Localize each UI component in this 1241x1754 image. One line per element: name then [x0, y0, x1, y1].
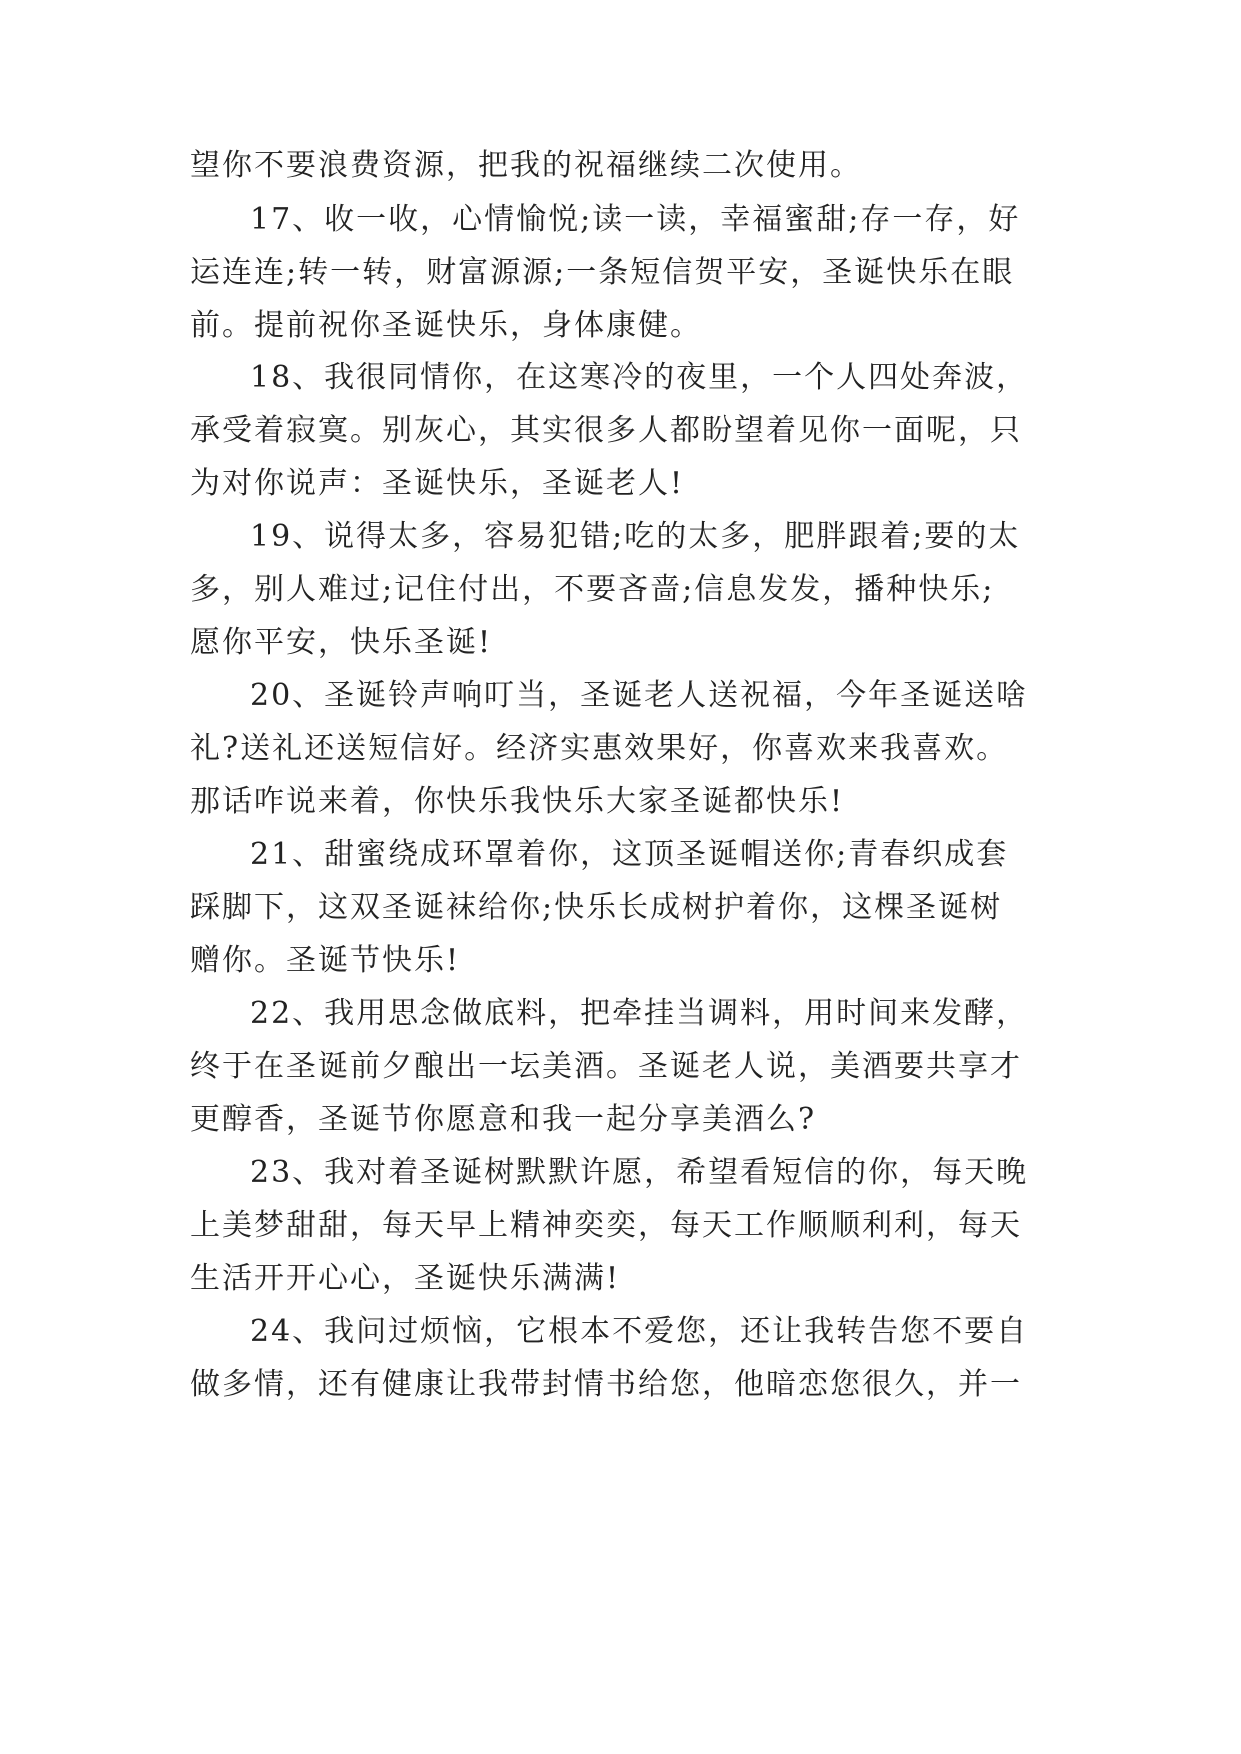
paragraph-21-line: 21、甜蜜绕成环罩着你，这顶圣诞帽送你;青春织成套: [250, 837, 1009, 872]
text-line: 承受着寂寞。别灰心，其实很多人都盼望着见你一面呢，只: [190, 413, 1022, 448]
paragraph-23-line: 23、我对着圣诞树默默许愿，希望看短信的你，每天晚: [250, 1155, 1029, 1190]
paragraph-22-line: 22、我用思念做底料，把牵挂当调料，用时间来发酵，: [250, 996, 1029, 1031]
text-line: 望你不要浪费资源，把我的祝福继续二次使用。: [190, 148, 862, 183]
paragraph-18-line: 18、我很同情你，在这寒冷的夜里，一个人四处奔波，: [250, 360, 1029, 395]
text-line: 运连连;转一转，财富源源;一条短信贺平安，圣诞快乐在眼: [190, 255, 1015, 290]
text-line: 为对你说声：圣诞快乐，圣诞老人!: [190, 466, 685, 501]
text-line: 上美梦甜甜，每天早上精神奕奕，每天工作顺顺利利，每天: [190, 1208, 1022, 1243]
text-line: 多，别人难过;记住付出，不要吝啬;信息发发，播种快乐;: [190, 572, 995, 607]
paragraph-17-line: 17、收一收，心情愉悦;读一读，幸福蜜甜;存一存，好: [250, 202, 1021, 237]
text-line: 踩脚下，这双圣诞袜给你;快乐长成树护着你，这棵圣诞树: [190, 890, 1003, 925]
text-line: 前。提前祝你圣诞快乐，身体康健。: [190, 308, 702, 343]
text-line: 那话咋说来着，你快乐我快乐大家圣诞都快乐!: [190, 784, 845, 819]
text-line: 礼?送礼还送短信好。经济实惠效果好，你喜欢来我喜欢。: [190, 731, 1009, 766]
text-line: 做多情，还有健康让我带封情书给您，他暗恋您很久，并一: [190, 1367, 1022, 1402]
text-line: 愿你平安，快乐圣诞!: [190, 625, 493, 660]
paragraph-20-line: 20、圣诞铃声响叮当，圣诞老人送祝福，今年圣诞送啥: [250, 678, 1029, 713]
paragraph-24-line: 24、我问过烦恼，它根本不爱您，还让我转告您不要自: [250, 1314, 1029, 1349]
text-line: 生活开开心心，圣诞快乐满满!: [190, 1261, 621, 1296]
text-line: 更醇香，圣诞节你愿意和我一起分享美酒么?: [190, 1102, 817, 1137]
text-line: 终于在圣诞前夕酿出一坛美酒。圣诞老人说，美酒要共享才: [190, 1049, 1022, 1084]
text-line: 赠你。圣诞节快乐!: [190, 943, 461, 978]
paragraph-19-line: 19、说得太多，容易犯错;吃的太多，肥胖跟着;要的太: [250, 519, 1021, 554]
